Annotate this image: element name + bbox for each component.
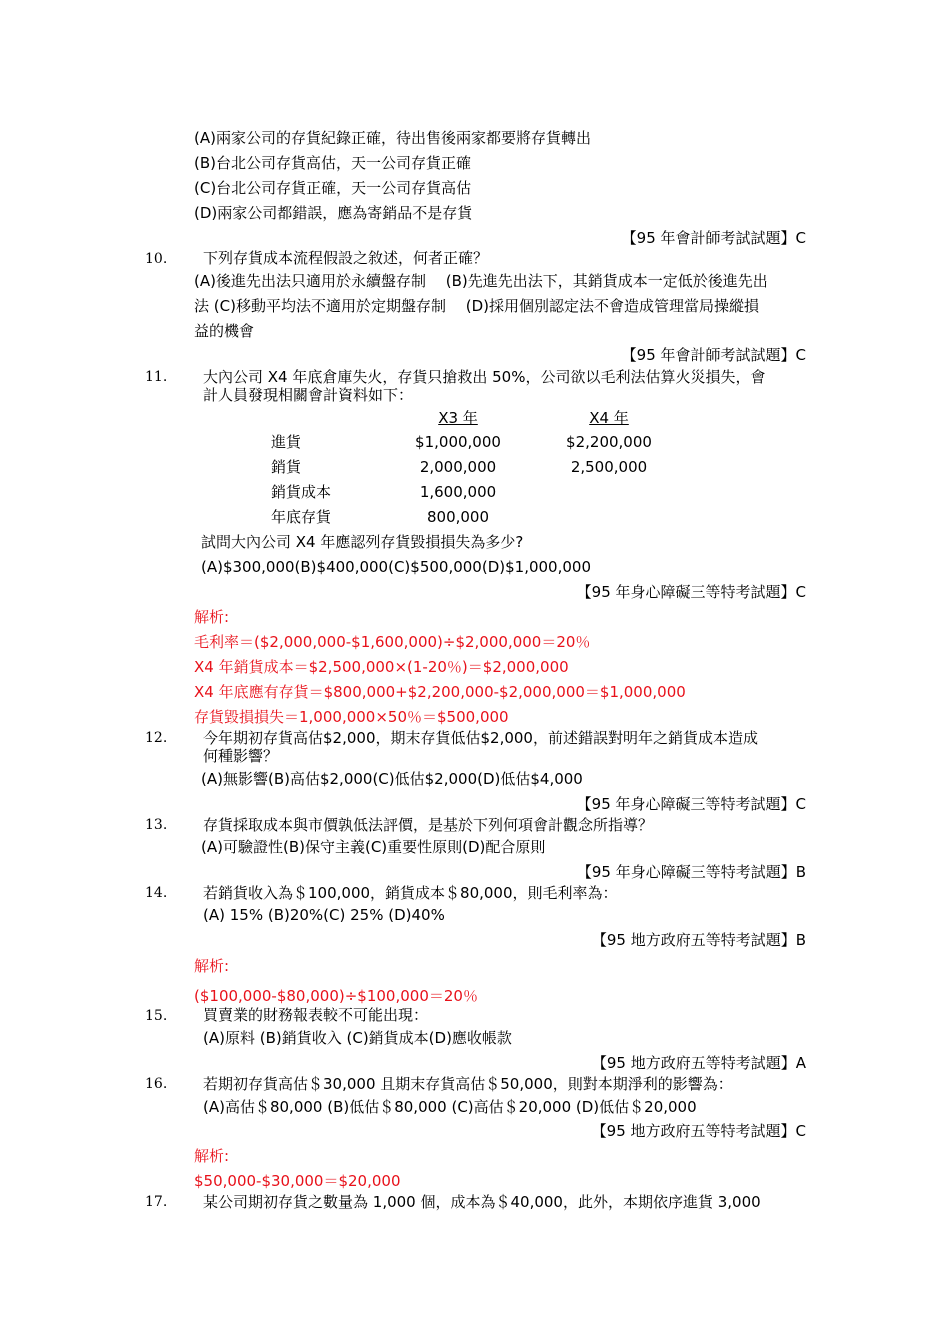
q9-option-c: (C)台北公司存貨正確，天一公司存貨高估 <box>194 179 472 197</box>
q14-number: 14. <box>145 885 168 901</box>
q10-line-2: 法 (C)移動平均法不適用於定期盤存制 (D)採用個別認定法不會造成管理當局操縱損 <box>194 297 759 315</box>
q9-option-a: (A)兩家公司的存貨紀錄正確，待出售後兩家都要將存貨轉出 <box>194 129 591 147</box>
table-cell-x4: $2,200,000 <box>566 433 652 451</box>
q17-question: 某公司期初存貨之數量為 1,000 個，成本為＄40,000，此外，本期依序進貨 3,000 <box>203 1193 761 1211</box>
q11-source: 【95 年身心障礙三等特考試題】C <box>576 583 806 601</box>
table-cell-x3: 800,000 <box>426 508 490 526</box>
q11-ask: 試問大內公司 X4 年應認列存貨毀損損失為多少? <box>201 533 524 551</box>
q16-number: 16. <box>145 1076 168 1092</box>
q16-options: (A)高估＄80,000 (B)低估＄80,000 (C)高估＄20,000 (D)低估＄20,000 <box>203 1098 697 1116</box>
q11-question-line-2: 計人員發現相關會計資料如下： <box>203 386 414 404</box>
q11-analysis-line-3: X4 年底應有存貨＝$800,000+$2,200,000-$2,000,000＝$1,000,000 <box>194 683 686 701</box>
q12-question-line-2: 何種影響？ <box>203 747 279 765</box>
q11-analysis-line-2: X4 年銷貨成本＝$2,500,000×(1-20％)＝$2,000,000 <box>194 658 569 676</box>
table-cell-x3: 1,600,000 <box>419 483 497 501</box>
table-row-label: 進貨 <box>271 433 302 451</box>
q14-source: 【95 地方政府五等特考試題】B <box>591 931 806 949</box>
q11-analysis-line-1: 毛利率＝($2,000,000-$1,600,000)÷$2,000,000＝20％ <box>194 633 591 651</box>
q13-options: (A)可驗證性(B)保守主義(C)重要性原則(D)配合原則 <box>201 838 546 856</box>
q16-source: 【95 地方政府五等特考試題】C <box>591 1122 806 1140</box>
q10-source: 【95 年會計師考試試題】C <box>621 346 806 364</box>
table-header-x4: X4 年 <box>589 409 629 427</box>
q16-question: 若期初存貨高估＄30,000 且期末存貨高估＄50,000，則對本期淨利的影響為： <box>203 1075 733 1093</box>
q14-analysis: ($100,000-$80,000)÷$100,000＝20％ <box>194 987 478 1005</box>
q13-source: 【95 年身心障礙三等特考試題】B <box>576 863 806 881</box>
q12-number: 12. <box>145 730 168 746</box>
q14-question: 若銷貨收入為＄100,000，銷貨成本＄80,000，則毛利率為： <box>203 884 618 902</box>
q17-number: 17. <box>145 1194 168 1210</box>
table-cell-x4: 2,500,000 <box>570 458 648 476</box>
table-row-label: 銷貨 <box>271 458 302 476</box>
table-row-label: 銷貨成本 <box>271 483 332 501</box>
q16-analysis-title: 解析: <box>194 1147 230 1165</box>
q15-source: 【95 地方政府五等特考試題】A <box>591 1054 806 1072</box>
q12-options: (A)無影響(B)高估$2,000(C)低估$2,000(D)低估$4,000 <box>201 770 583 788</box>
q11-question-line-1: 大內公司 X4 年底倉庫失火，存貨只搶救出 50%，公司欲以毛利法估算火災損失，會 <box>203 368 766 386</box>
q9-option-b: (B)台北公司存貨高估，天一公司存貨正確 <box>194 154 471 172</box>
q10-line-1: (A)後進先出法只適用於永續盤存制 (B)先進先出法下，其銷貨成本一定低於後進先出 <box>194 272 768 290</box>
q13-number: 13. <box>145 817 168 833</box>
q9-option-d: (D)兩家公司都錯誤，應為寄銷品不是存貨 <box>194 204 473 222</box>
q11-analysis-title: 解析: <box>194 608 230 626</box>
q10-question: 下列存貨成本流程假設之敘述，何者正確？ <box>203 249 489 267</box>
q9-source: 【95 年會計師考試試題】C <box>621 229 806 247</box>
q14-analysis-title: 解析: <box>194 957 230 975</box>
q16-analysis: $50,000-$30,000＝$20,000 <box>194 1172 401 1190</box>
table-row-label: 年底存貨 <box>271 508 332 526</box>
q13-question: 存貨採取成本與市價孰低法評價，是基於下列何項會計觀念所指導？ <box>203 816 654 834</box>
q11-options: (A)$300,000(B)$400,000(C)$500,000(D)$1,000,000 <box>201 558 591 576</box>
q11-number: 11. <box>145 369 168 385</box>
q12-question-line-1: 今年期初存貨高估$2,000，期末存貨低估$2,000，前述錯誤對明年之銷貨成本造成 <box>203 729 758 747</box>
q14-options: (A) 15% (B)20%(C) 25% (D)40% <box>203 906 445 924</box>
q15-question: 買賣業的財務報表較不可能出現： <box>203 1006 429 1024</box>
table-cell-x3: $1,000,000 <box>415 433 501 451</box>
q10-line-3: 益的機會 <box>194 322 255 340</box>
q15-number: 15. <box>145 1008 168 1024</box>
q10-number: 10. <box>145 251 168 267</box>
table-header-x3: X3 年 <box>438 409 478 427</box>
q12-source: 【95 年身心障礙三等特考試題】C <box>576 795 806 813</box>
table-cell-x3: 2,000,000 <box>419 458 497 476</box>
q15-options: (A)原料 (B)銷貨收入 (C)銷貨成本(D)應收帳款 <box>203 1029 512 1047</box>
q11-analysis-line-4: 存貨毀損損失＝1,000,000×50％＝$500,000 <box>194 708 509 726</box>
